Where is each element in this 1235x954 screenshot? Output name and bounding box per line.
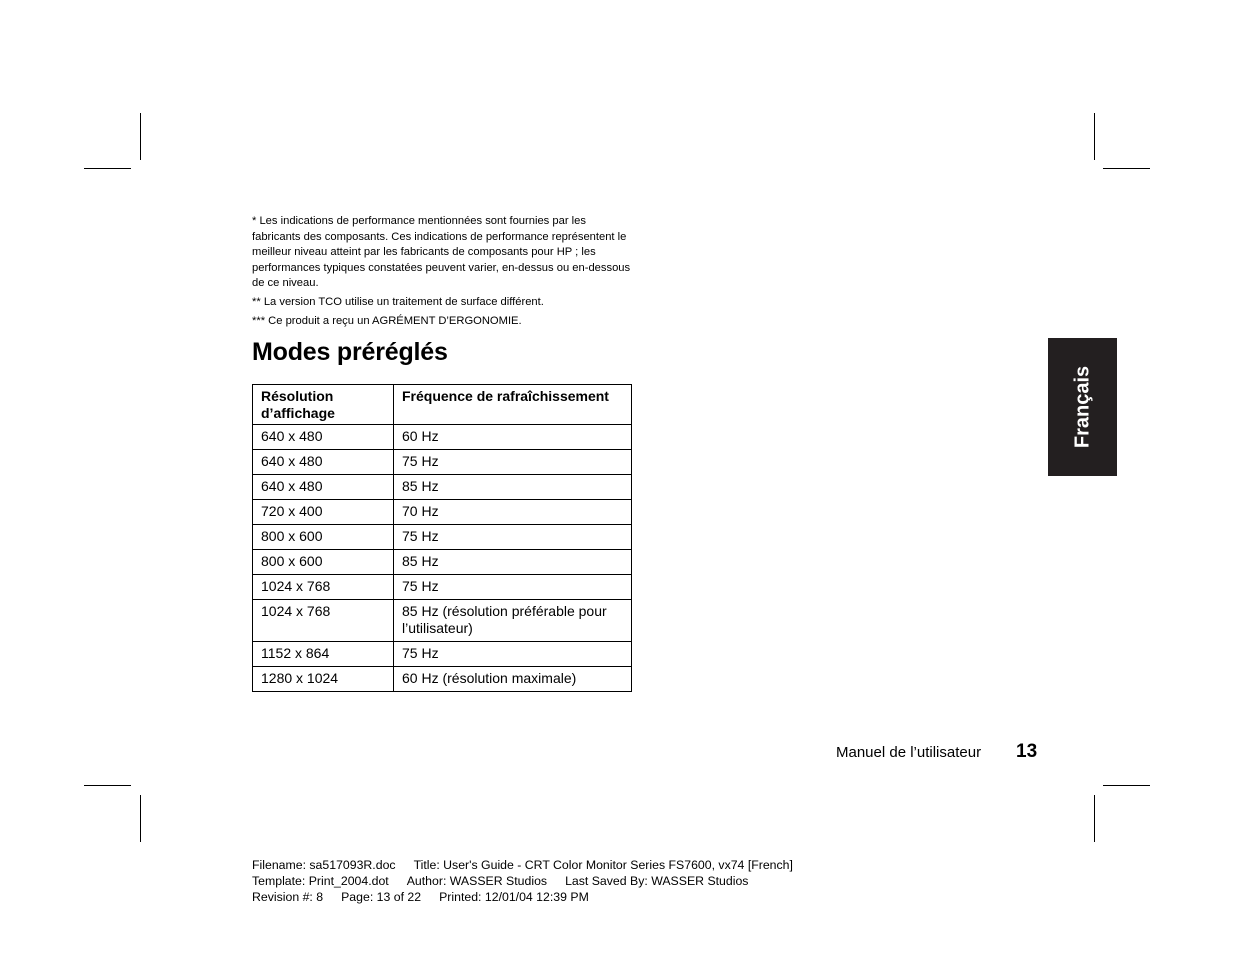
metadata-last-saved: Last Saved By: WASSER Studios: [565, 874, 749, 888]
cell-resolution: 1024 x 768: [253, 575, 394, 600]
table-row: [253, 450, 632, 475]
table-row: [253, 600, 632, 642]
metadata-line: [252, 857, 811, 873]
table-row: [253, 575, 632, 600]
page-number: 13: [1016, 741, 1038, 762]
cell-refresh-rate: 85 Hz: [394, 550, 632, 575]
metadata-revision: Revision #: 8: [252, 890, 324, 904]
crop-mark-bottom-left-horizontal: [84, 785, 131, 786]
table-row: [253, 425, 632, 450]
table-row: [253, 550, 632, 575]
cell-refresh-rate: 85 Hz (résolution préférable pour l’utilisateur): [394, 600, 632, 642]
table-row: [253, 642, 632, 667]
crop-mark-bottom-right-horizontal: [1103, 785, 1150, 786]
crop-mark-bottom-left-vertical: [140, 795, 141, 842]
metadata-template: Template: Print_2004.dot: [252, 874, 389, 888]
cell-refresh-rate: 75 Hz: [394, 642, 632, 667]
cell-refresh-rate: 60 Hz: [394, 425, 632, 450]
cell-resolution: 1152 x 864: [253, 642, 394, 667]
cell-refresh-rate: 75 Hz: [394, 575, 632, 600]
metadata-line: [252, 873, 811, 889]
footnote-performance: * Les indications de performance mentionnées sont fournies par les fabricants des composants. Ces indications de performance représentent le meilleur niveau atteint par les fabricants de composants pour HP ; les performances typiques constatées peuvent varier, en-dessus ou en-dessous de ce niveau.: [252, 215, 631, 290]
crop-mark-top-left-horizontal: [84, 168, 131, 169]
cell-resolution: 1280 x 1024: [253, 667, 394, 692]
cell-resolution: 640 x 480: [253, 450, 394, 475]
metadata-title: Title: User's Guide - CRT Color Monitor Series FS7600, vx74 [French]: [413, 858, 793, 872]
table-row: [253, 500, 632, 525]
cell-refresh-rate: 75 Hz: [394, 525, 632, 550]
metadata-printed: Printed: 12/01/04 12:39 PM: [439, 890, 589, 904]
cell-resolution: 640 x 480: [253, 475, 394, 500]
metadata-line: [252, 889, 811, 905]
crop-mark-bottom-right-vertical: [1094, 795, 1095, 842]
footnote-ergonomie: *** Ce produit a reçu un AGRÉMENT D’ERGONOMIE.: [252, 314, 522, 327]
footnotes: [252, 214, 632, 332]
cell-refresh-rate: 75 Hz: [394, 450, 632, 475]
crop-mark-top-right-horizontal: [1103, 168, 1150, 169]
metadata-filename: Filename: sa517093R.doc: [252, 858, 396, 872]
crop-mark-top-right-vertical: [1094, 113, 1095, 160]
cell-refresh-rate: 85 Hz: [394, 475, 632, 500]
table-row: [253, 525, 632, 550]
metadata-page: Page: 13 of 22: [341, 890, 422, 904]
table-row: [253, 667, 632, 692]
footer-manual-label: Manuel de l’utilisateur: [836, 744, 982, 761]
cell-resolution: 800 x 600: [253, 550, 394, 575]
column-header-resolution: Résolution d’affichage: [253, 385, 394, 425]
cell-refresh-rate: 60 Hz (résolution maximale): [394, 667, 632, 692]
preset-modes-table: [252, 384, 632, 692]
language-side-tab-label: Français: [1071, 365, 1093, 449]
footnote-tco: ** La version TCO utilise un traitement de surface différent.: [252, 295, 544, 308]
table-row: [253, 475, 632, 500]
column-header-refresh-rate: Fréquence de rafraîchissement: [394, 385, 632, 425]
cell-resolution: 800 x 600: [253, 525, 394, 550]
cell-refresh-rate: 70 Hz: [394, 500, 632, 525]
table-header-row: [253, 385, 632, 425]
cell-resolution: 720 x 400: [253, 500, 394, 525]
cell-resolution: 1024 x 768: [253, 600, 394, 642]
page-title: Modes préréglés: [252, 338, 448, 366]
document-metadata: [252, 857, 811, 905]
crop-mark-top-left-vertical: [140, 113, 141, 160]
cell-resolution: 640 x 480: [253, 425, 394, 450]
metadata-author: Author: WASSER Studios: [406, 874, 548, 888]
language-side-tab: [1048, 338, 1117, 476]
